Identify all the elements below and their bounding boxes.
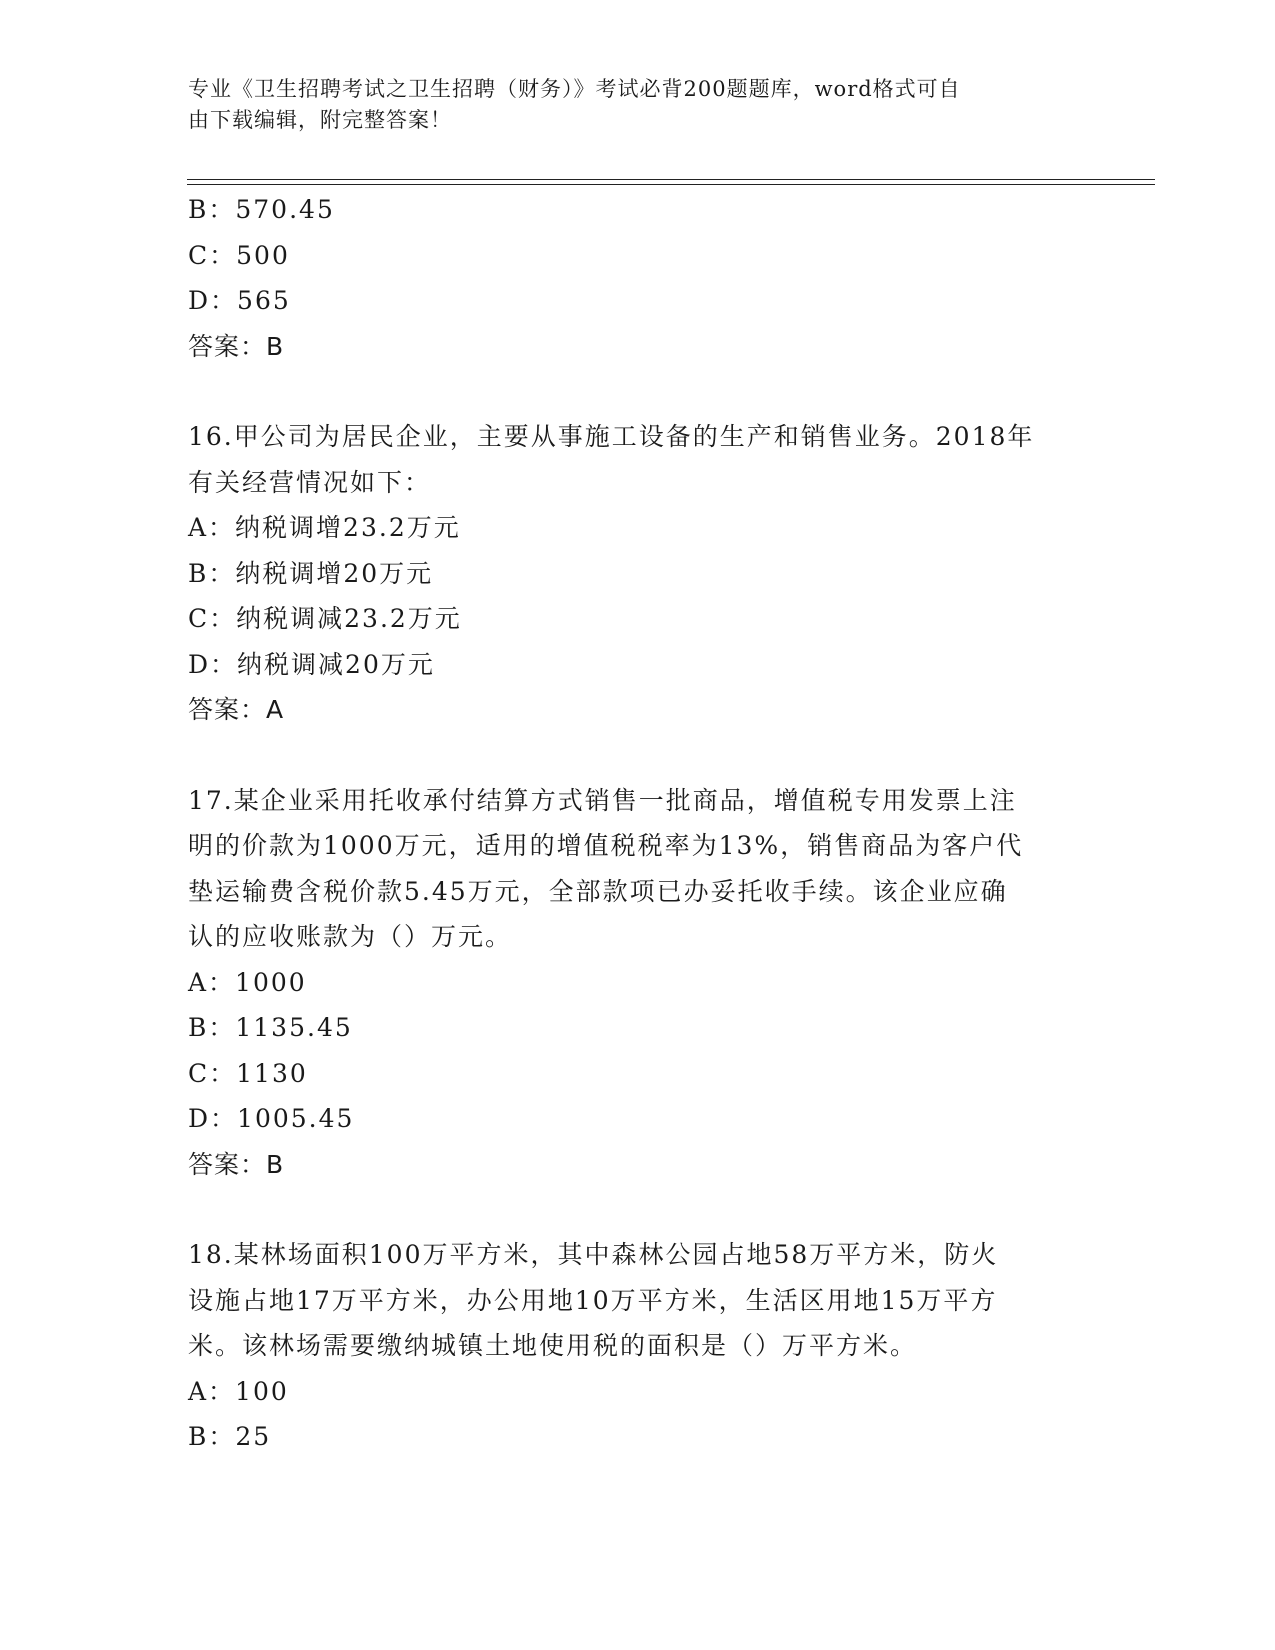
- question-17: [188, 778, 1088, 1188]
- question-18: [188, 1232, 1088, 1460]
- option-b: B：570.45: [188, 195, 335, 224]
- header-rule-top: [187, 179, 1155, 180]
- option-d: D：纳税调减20万元: [188, 649, 435, 679]
- header-rule-bottom: [187, 184, 1155, 185]
- answer-line: 答案：B: [188, 1149, 285, 1179]
- option-d: D：1005.45: [188, 1104, 355, 1133]
- question-text-line: 认的应收账款为（）万元。: [188, 922, 513, 951]
- spacer: [188, 733, 1088, 778]
- option-a: A：1000: [188, 967, 307, 997]
- header-line-1: 专业《卫生招聘考试之卫生招聘（财务）》考试必背200题题库，word格式可自: [188, 77, 961, 101]
- question-text-line: 明的价款为1000万元，适用的增值税税率为13%，销售商品为客户代: [188, 831, 1024, 860]
- document-body: [188, 187, 1088, 1460]
- option-c: C：纳税调减23.2万元: [188, 604, 462, 633]
- question-text-line: 18.某林场面积100万平方米，其中森林公园占地58万平方米，防火: [188, 1240, 999, 1269]
- question-text-line: 垫运输费含税价款5.45万元，全部款项已办妥托收手续。该企业应确: [188, 876, 1008, 906]
- option-b: B：纳税调增20万元: [188, 558, 434, 588]
- answer-line: 答案：B: [188, 331, 285, 361]
- question-text-line: 17.某企业采用托收承付结算方式销售一批商品，增值税专用发票上注: [188, 785, 1017, 815]
- question-text-line: 米。该林场需要缴纳城镇土地使用税的面积是（）万平方米。: [188, 1331, 918, 1360]
- option-b: B：1135.45: [188, 1013, 353, 1042]
- document-header: [188, 74, 1068, 136]
- question-text-line: 设施占地17万平方米，办公用地10万平方米，生活区用地15万平方: [188, 1285, 998, 1315]
- question-text-line: 16.甲公司为居民企业，主要从事施工设备的生产和销售业务。2018年: [188, 422, 1035, 451]
- header-line-2: 由下载编辑，附完整答案！: [188, 108, 452, 132]
- option-c: C：1130: [188, 1058, 308, 1088]
- spacer: [188, 1187, 1088, 1232]
- question-text-line: 有关经营情况如下：: [188, 467, 432, 497]
- option-a: A：100: [188, 1376, 289, 1406]
- question-15-tail: [188, 187, 1088, 369]
- question-16: [188, 414, 1088, 733]
- answer-line: 答案：A: [188, 695, 285, 724]
- option-b: B：25: [188, 1422, 272, 1451]
- option-d: D：565: [188, 286, 291, 315]
- option-a: A：纳税调增23.2万元: [188, 513, 461, 542]
- option-c: C：500: [188, 240, 290, 270]
- spacer: [188, 369, 1088, 414]
